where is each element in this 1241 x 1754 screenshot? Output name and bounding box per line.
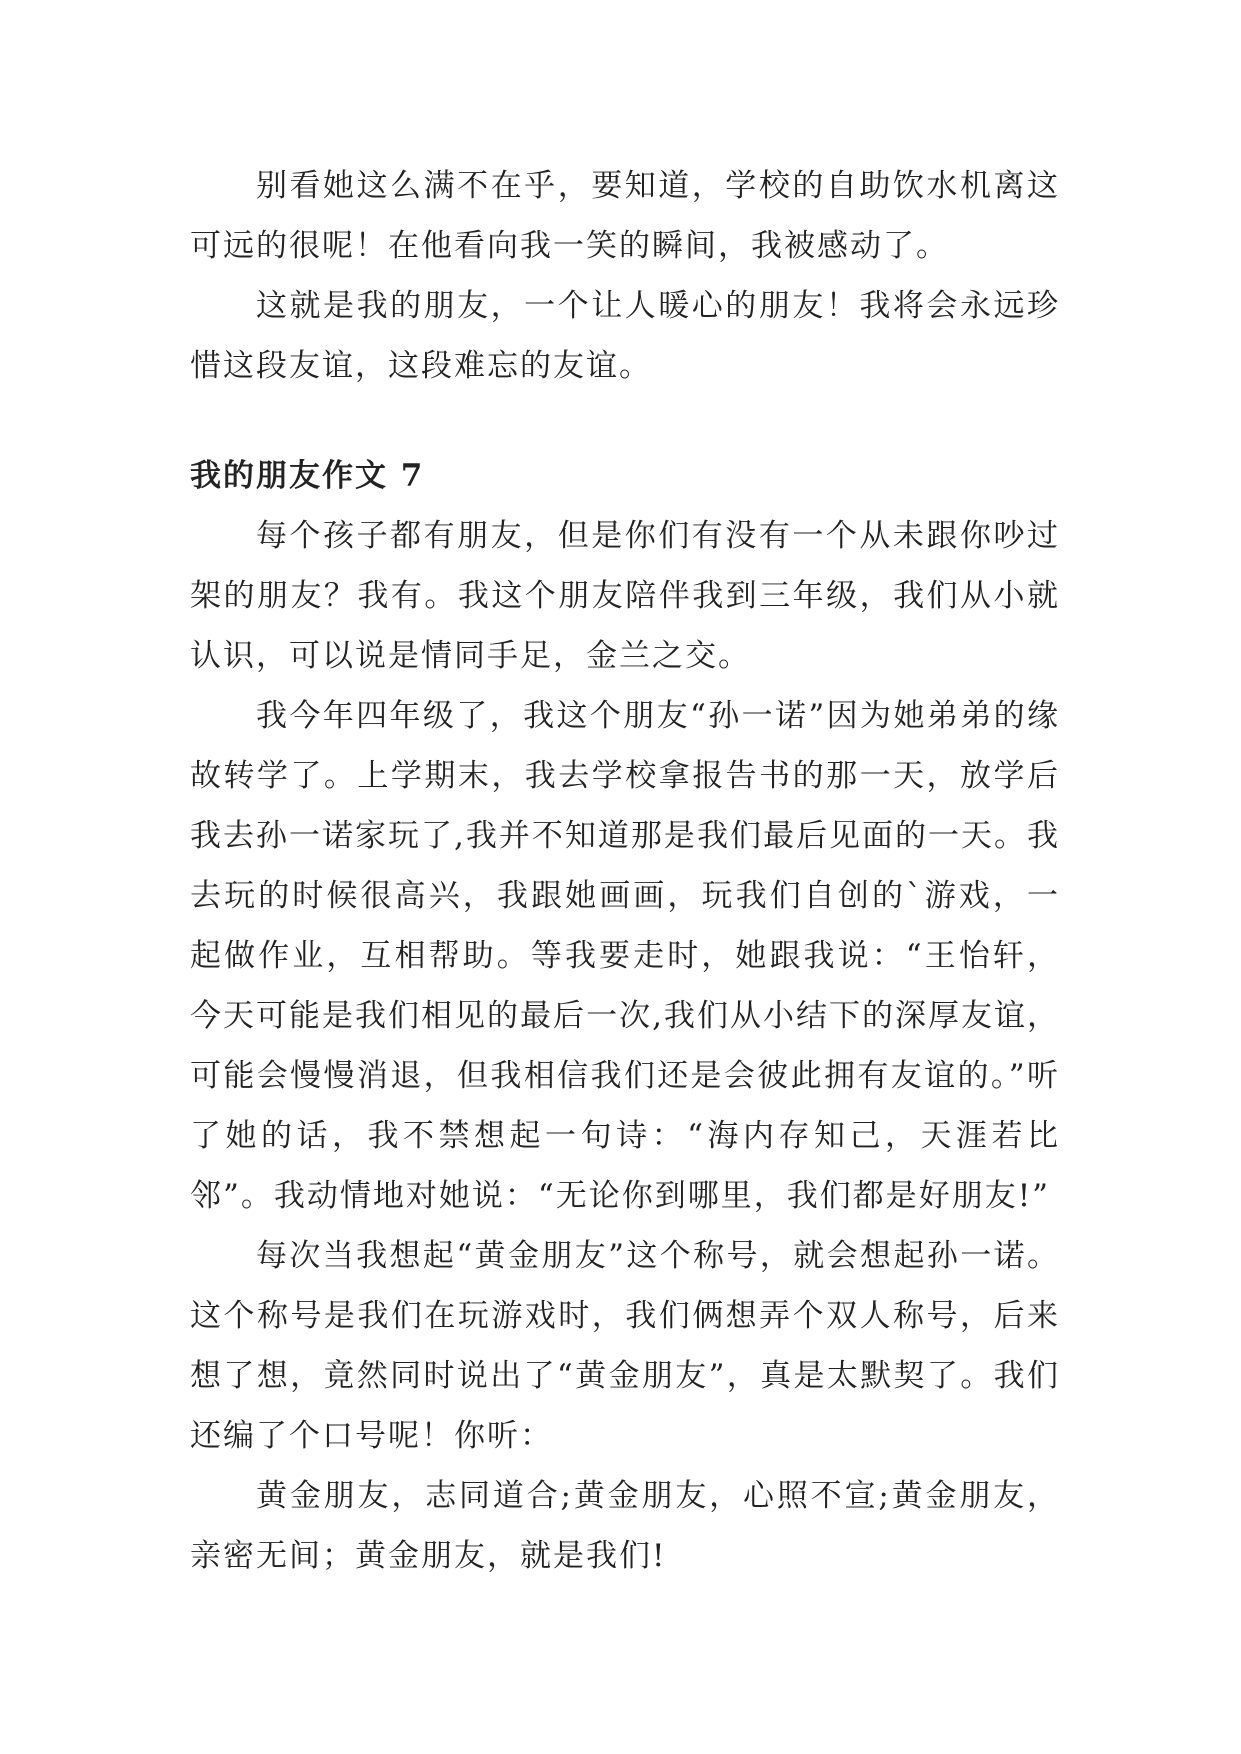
paragraph: 每个孩子都有朋友，但是你们有没有一个从未跟你吵过架的朋友？我有。我这个朋友陪伴我到三年级，我们从小就认识，可以说是情同手足，金兰之交。 — [190, 518, 1060, 674]
paragraph: 我今年四年级了，我这个朋友“孙一诺”因为她弟弟的缘故转学了。上学期末，我去学校拿报告书的那一天，放学后我去孙一诺家玩了,我并不知道那是我们最后见面的一天。我去玩的时候很高兴，我跟她画画，玩我们自创的`游戏，一起做作业，互相帮助。等我要走时，她跟我说：“王怡轩，今天可能是我们相见的最后一次,我们从小结下的深厚友谊，可能会慢慢消退，但我相信我们还是会彼此拥有友谊的。”听了她的话，我不禁想起一句诗：“海内存知己，天涯若比邻”。我动情地对她说：“无论你到哪里，我们都是好朋友!” — [190, 698, 1060, 1214]
paragraph: 每次当我想起“黄金朋友”这个称号，就会想起孙一诺。这个称号是我们在玩游戏时，我们俩想弄个双人称号，后来想了想，竟然同时说出了“黄金朋友”，真是太默契了。我们还编了个口号呢！你听： — [190, 1238, 1060, 1454]
essay-section — [190, 446, 1060, 1586]
paragraph: 黄金朋友，志同道合;黄金朋友，心照不宣;黄金朋友，亲密无间；黄金朋友，就是我们! — [190, 1478, 1060, 1574]
paragraph: 这就是我的朋友，一个让人暖心的朋友！我将会永远珍惜这段友谊，这段难忘的友谊。 — [190, 288, 1060, 384]
intro-section — [190, 156, 1060, 396]
paragraph: 别看她这么满不在乎，要知道，学校的自助饮水机离这可远的很呢！在他看向我一笑的瞬间，我被感动了。 — [190, 168, 1060, 264]
section-title: 我的朋友作文 7 — [190, 458, 425, 494]
